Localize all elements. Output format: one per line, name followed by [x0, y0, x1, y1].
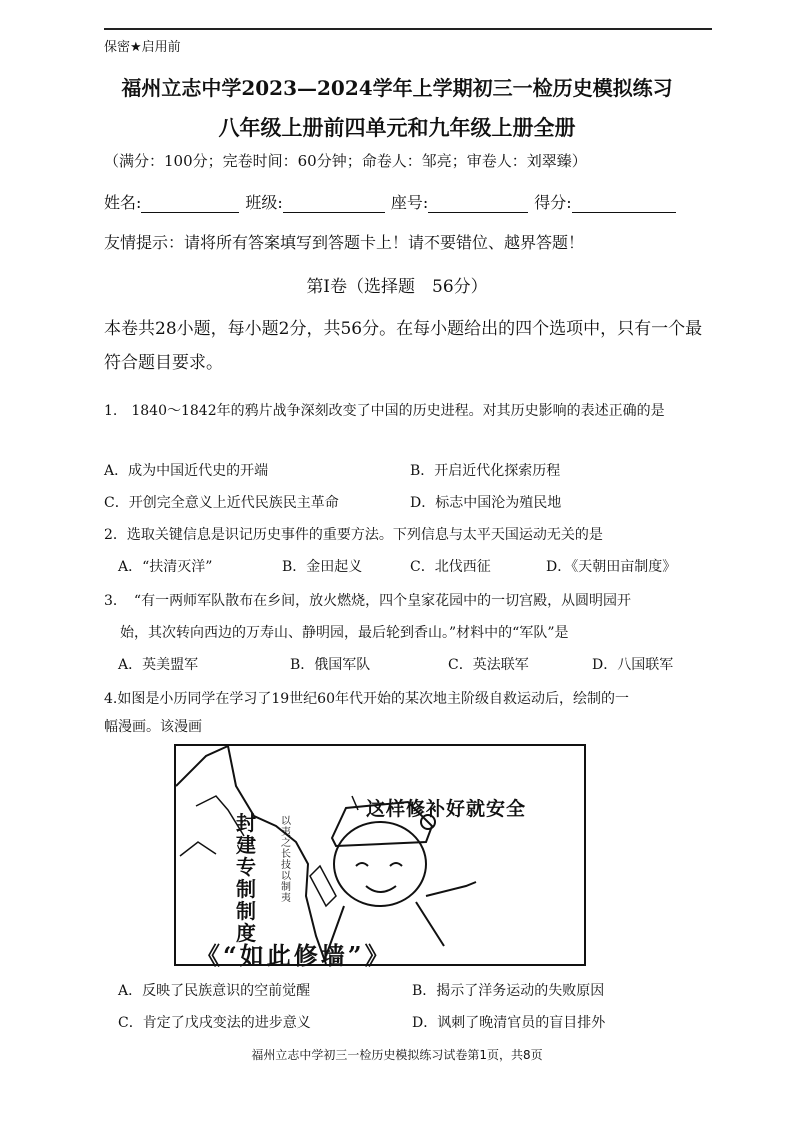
q4-option-c[interactable]: C．肯定了戊戌变法的进步意义 [118, 1015, 311, 1031]
wall-label: 封建专制制度 [236, 811, 256, 945]
cartoon-caption: 《“如此修墙”》 [196, 941, 392, 970]
question-4-stem-line2: 幅漫画。该漫画 [104, 719, 202, 735]
section-intro: 本卷共28小题，每小题2分，共56分。在每小题给出的四个选项中，只有一个最符合题目要求。 [104, 319, 703, 373]
q1-option-b[interactable]: B．开启近代化探索历程 [410, 463, 561, 479]
question-1-stem: 1. 1840～1842年的鸦片战争深刻改变了中国的历史进程。对其历史影响的表述正确的是 [104, 403, 665, 419]
seat-label: 座号: [390, 193, 429, 212]
cartoon-figure [174, 744, 586, 966]
top-rule [104, 28, 712, 30]
page-footer: 福州立志中学初三一检历史模拟练习试卷第1页，共8页 [251, 1048, 543, 1062]
name-label: 姓名: [104, 193, 142, 212]
q1-option-c[interactable]: C．开创完全意义上近代民族民主革命 [104, 495, 339, 511]
confidential-mark: 保密★启用前 [104, 40, 181, 55]
q1-option-d[interactable]: D．标志中国沦为殖民地 [410, 495, 562, 511]
q3-option-d[interactable]: D．八国联军 [592, 657, 674, 673]
q2-option-b[interactable]: B．金田起义 [282, 559, 363, 575]
question-3-stem-line1: 3． “有一两师军队散布在乡间，放火燃烧，四个皇家花园中的一切宫殿，从圆明园开 [104, 593, 632, 609]
question-2-stem: 2．选取关键信息是识记历史事件的重要方法。下列信息与太平天国运动无关的是 [104, 527, 603, 543]
name-field[interactable] [141, 195, 239, 213]
student-info-fields [104, 190, 714, 213]
q4-option-a[interactable]: A．反映了民族意识的空前觉醒 [118, 983, 311, 999]
score-label: 得分: [534, 193, 572, 212]
seat-field[interactable] [428, 195, 528, 213]
q4-option-d[interactable]: D．讽刺了晚清官员的盲目排外 [412, 1015, 606, 1031]
q3-option-b[interactable]: B．俄国军队 [290, 657, 371, 673]
section-heading: 第Ⅰ卷（选择题 56分） [306, 277, 488, 297]
class-field[interactable] [283, 195, 385, 213]
cartoon-speech-text: 这样修补好就安全 [366, 798, 527, 820]
score-field[interactable] [572, 195, 676, 213]
q1-option-a[interactable]: A．成为中国近代史的开端 [104, 463, 269, 479]
q2-option-c[interactable]: C．北伐西征 [410, 559, 491, 575]
q4-option-b[interactable]: B．揭示了洋务运动的失败原因 [412, 983, 605, 999]
exam-meta: （满分：100分；完卷时间：60分钟；命卷人：邹亮；审卷人：刘翠臻） [104, 152, 587, 170]
q3-option-c[interactable]: C．英法联军 [448, 657, 529, 673]
q2-option-d[interactable]: D．《天朝田亩制度》 [546, 559, 677, 575]
exam-scope: 八年级上册前四单元和九年级上册全册 [218, 115, 576, 140]
q2-option-a[interactable]: A．“扶清灭洋” [118, 559, 213, 575]
question-4-stem-line1: 4.如图是小历同学在学习了19世纪60年代开始的某次地主阶级自救运动后，绘制的一 [104, 691, 629, 707]
q3-option-a[interactable]: A．英美盟军 [118, 657, 199, 673]
patch-label: 以夷之长技以制夷 [281, 816, 291, 904]
class-label: 班级: [245, 193, 283, 212]
friendly-tip: 友情提示：请将所有答案填写到答题卡上！请不要错位、越界答题！ [104, 233, 585, 252]
exam-title: 福州立志中学2023—2024学年上学期初三一检历史模拟练习 [121, 76, 673, 100]
question-3-stem-line2: 始，其次转向西边的万寿山、静明园，最后轮到香山。”材料中的“军队”是 [120, 625, 569, 641]
